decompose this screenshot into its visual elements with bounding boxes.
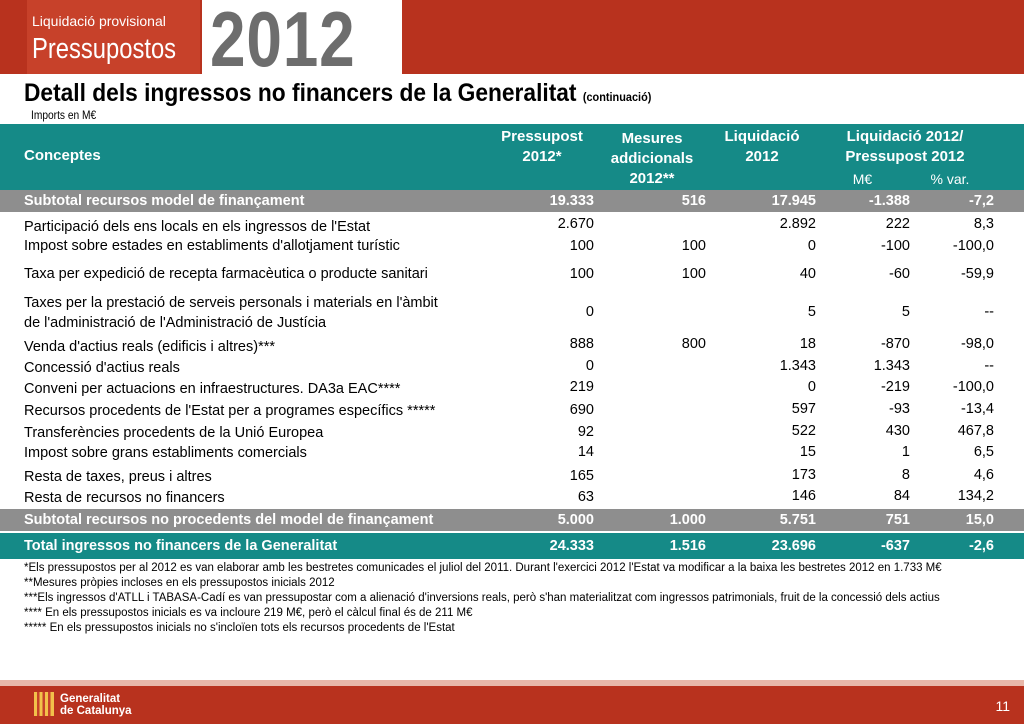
cell-mesures: 100 [681, 238, 706, 254]
cell-var-pct: -- [984, 358, 994, 374]
cell-var-pct: 6,5 [973, 444, 994, 460]
cell-mesures: 1.000 [669, 512, 706, 528]
cell-liquidacio: 40 [799, 266, 816, 282]
cell-var-meur: 1 [901, 444, 910, 460]
table-row [0, 379, 1024, 399]
cell-var-meur: -219 [880, 379, 910, 395]
cell-liquidacio: 173 [791, 467, 816, 483]
footer-org-line2: de Catalunya [60, 705, 132, 717]
cell-var-meur: -93 [889, 401, 910, 417]
table-row [0, 467, 1024, 487]
units-label: Imports en M€ [31, 108, 97, 122]
row-label: Impost sobre estades en establiments d'allotjament turístic [24, 238, 400, 254]
cell-pressupost: 165 [569, 468, 594, 484]
cell-pressupost: 690 [569, 402, 594, 418]
table-row [0, 266, 1024, 286]
cell-pressupost: 219 [569, 379, 594, 395]
footer-org-line1: Generalitat [60, 693, 121, 705]
col-header-liquidacio-line1: Liquidació [724, 128, 800, 145]
cell-var-meur: -1.388 [868, 193, 910, 209]
row-label-line2: de l'administració de l'Administració de Justícia [24, 315, 327, 331]
cell-mesures: 800 [681, 336, 706, 352]
cell-pressupost: 24.333 [549, 538, 594, 554]
cell-var-pct: 8,3 [973, 216, 994, 232]
table-row [0, 423, 1024, 443]
col-header-variacio-line2: Pressupost 2012 [845, 148, 965, 165]
col-header-concepts: Conceptes [24, 147, 101, 164]
row-label: Transferències procedents de la Unió Europea [24, 425, 324, 441]
col-header-variacio [820, 127, 990, 167]
table-row [0, 509, 1024, 531]
cell-liquidacio: 23.696 [771, 538, 816, 554]
table-row [0, 358, 1024, 378]
table-row [0, 216, 1024, 236]
row-label: Taxa per expedició de recepta farmacèutica o producte sanitari [24, 266, 428, 282]
cell-pressupost: 2.670 [557, 216, 594, 232]
row-label: Conveni per actuacions en infraestructures. DA3a EAC**** [24, 381, 401, 397]
cell-var-meur: 751 [885, 512, 910, 528]
cell-liquidacio: 5 [807, 304, 816, 320]
col-header-pressupost-line1: Pressupost [501, 128, 583, 145]
header-title: Pressupostos [32, 33, 177, 65]
row-label: Subtotal recursos model de finançament [24, 193, 305, 209]
cell-var-meur: 84 [893, 488, 910, 504]
col-subheader-pct: % var. [930, 171, 970, 187]
footnote: **** En els pressupostos inicials es va incloure 219 M€, però el càlcul final és de 211 M€ [24, 607, 473, 619]
row-label: Concessió d'actius reals [24, 360, 180, 376]
footer-band [0, 686, 1024, 724]
cell-mesures: 100 [681, 266, 706, 282]
col-header-pressupost [487, 127, 597, 167]
cell-pressupost: 888 [569, 336, 594, 352]
table-row [0, 401, 1024, 421]
cell-liquidacio: 0 [807, 238, 816, 254]
cell-pressupost: 92 [577, 424, 594, 440]
cell-var-pct: -100,0 [952, 379, 994, 395]
page-title-text: Detall dels ingressos no financers de la Generalitat [24, 79, 577, 107]
cell-liquidacio: 1.343 [779, 358, 816, 374]
table-header [0, 124, 1024, 190]
cell-var-pct: 134,2 [957, 488, 994, 504]
table-row [0, 533, 1024, 559]
col-header-pressupost-line2: 2012* [522, 148, 562, 165]
cell-var-pct: -- [984, 304, 994, 320]
row-label: Taxes per la prestació de serveis personals i materials en l'àmbit [24, 295, 438, 311]
cell-var-meur: -637 [880, 538, 910, 554]
cell-liquidacio: 18 [799, 336, 816, 352]
cell-pressupost: 0 [585, 304, 594, 320]
cell-liquidacio: 2.892 [779, 216, 816, 232]
cell-var-pct: -2,6 [969, 538, 994, 554]
table-row [0, 238, 1024, 258]
cell-liquidacio: 17.945 [771, 193, 816, 209]
row-label: Resta de taxes, preus i altres [24, 469, 212, 485]
cell-pressupost: 14 [577, 444, 594, 460]
cell-var-meur: 8 [901, 467, 910, 483]
header-subtitle: Liquidació provisional [32, 13, 166, 29]
row-label: Total ingressos no financers de la Generalitat [24, 538, 338, 554]
footnote: **Mesures pròpies incloses en els pressupostos inicials 2012 [24, 577, 335, 589]
row-label: Participació dels ens locals en els ingressos de l'Estat [24, 219, 371, 235]
col-header-mesures-line3: 2012** [629, 170, 675, 187]
page-number: 11 [995, 698, 1010, 714]
cell-var-meur: -100 [880, 238, 910, 254]
cell-pressupost: 19.333 [549, 193, 594, 209]
cell-var-meur: 430 [885, 423, 910, 439]
row-label: Impost sobre grans establiments comercials [24, 445, 307, 461]
cell-var-pct: -98,0 [960, 336, 994, 352]
cell-pressupost: 100 [569, 238, 594, 254]
page-title [24, 79, 651, 108]
cell-liquidacio: 146 [791, 488, 816, 504]
row-label: Subtotal recursos no procedents del model de finançament [24, 512, 434, 528]
footnote: ***** En els pressupostos inicials no s'incloïen tots els recursos procedents de l'Estat [24, 622, 455, 634]
table-row [0, 488, 1024, 508]
row-label: Venda d'actius reals (edificis i altres)*** [24, 339, 275, 355]
col-header-variacio-line1: Liquidació 2012/ [846, 128, 964, 145]
generalitat-logo-icon [34, 692, 54, 716]
cell-var-pct: 467,8 [957, 423, 994, 439]
footnote: ***Els ingressos d'ATLL i TABASA-Cadí es van pressupostar com a alienació d'inversions reals, però s'han materialitzat com ingressos patrimonials, fruit de la concessió dels actius [24, 592, 940, 604]
cell-var-meur: -60 [889, 266, 910, 282]
cell-var-meur: -870 [880, 336, 910, 352]
table-row [0, 190, 1024, 212]
col-subheader-meur: M€ [852, 171, 873, 187]
footnote: *Els pressupostos per al 2012 es van elaborar amb les bestretes comunicades el juliol del 2011. Durant l'exercici 2012 l'Estat va modificar a la baixa les bestretes 2012 en 1.733 M€ [24, 562, 942, 574]
row-label: Resta de recursos no financers [24, 490, 225, 506]
cell-liquidacio: 5.751 [779, 512, 816, 528]
col-header-liquidacio-line2: 2012 [745, 148, 779, 165]
table-row [0, 295, 1024, 333]
cell-var-pct: -100,0 [952, 238, 994, 254]
col-header-mesures-line1: Mesures [621, 130, 683, 147]
cell-pressupost: 63 [577, 489, 594, 505]
cell-mesures: 1.516 [669, 538, 706, 554]
col-header-liquidacio [707, 127, 817, 167]
col-header-mesures [597, 129, 707, 189]
cell-liquidacio: 597 [791, 401, 816, 417]
cell-mesures: 516 [681, 193, 706, 209]
cell-var-pct: -7,2 [969, 193, 994, 209]
cell-var-meur: 1.343 [873, 358, 910, 374]
page-title-suffix: (continuació) [582, 90, 652, 104]
cell-var-pct: -59,9 [960, 266, 994, 282]
header-year: 2012 [210, 0, 356, 83]
cell-var-meur: 5 [901, 304, 910, 320]
cell-var-meur: 222 [885, 216, 910, 232]
cell-pressupost: 0 [585, 358, 594, 374]
cell-liquidacio: 522 [791, 423, 816, 439]
cell-liquidacio: 0 [807, 379, 816, 395]
footnotes [24, 561, 1004, 636]
cell-var-pct: 15,0 [965, 512, 994, 528]
col-header-mesures-line2: addicionals [610, 150, 694, 167]
cell-var-pct: -13,4 [960, 401, 994, 417]
cell-liquidacio: 15 [799, 444, 816, 460]
cell-pressupost: 100 [569, 266, 594, 282]
row-label: Recursos procedents de l'Estat per a programes específics ***** [24, 403, 436, 419]
footer-org-name [60, 693, 132, 717]
table-row [0, 336, 1024, 356]
cell-pressupost: 5.000 [557, 512, 594, 528]
table-row [0, 444, 1024, 464]
cell-var-pct: 4,6 [973, 467, 994, 483]
